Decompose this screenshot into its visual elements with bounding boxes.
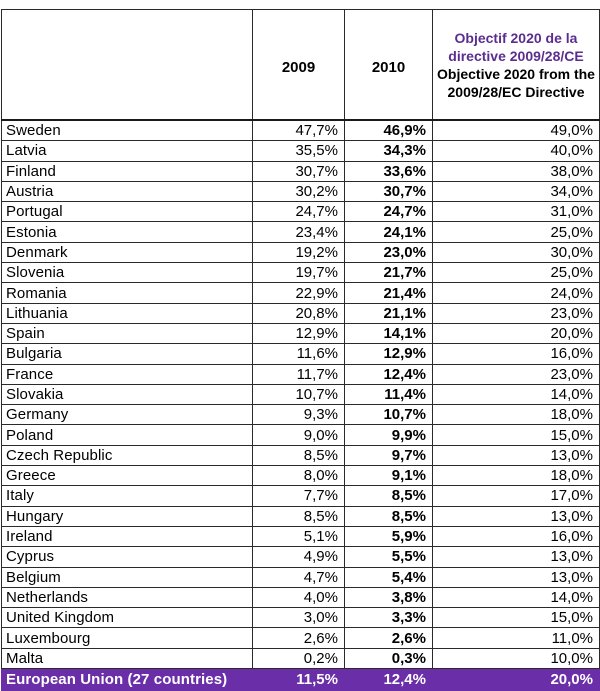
target-2020-cell: 49,0% [433, 120, 600, 141]
country-cell: Malta [2, 648, 253, 668]
value-2010-cell: 30,7% [345, 181, 433, 201]
total-country-cell: European Union (27 countries) [2, 669, 253, 691]
value-2010-cell: 12,9% [345, 344, 433, 364]
table-row [2, 587, 600, 607]
country-cell: Denmark [2, 242, 253, 262]
value-2009-cell: 8,0% [253, 466, 345, 486]
value-2010-cell: 46,9% [345, 120, 433, 141]
header-objective [433, 10, 600, 121]
country-cell: Slovakia [2, 384, 253, 404]
country-cell: Sweden [2, 120, 253, 141]
target-2020-cell: 31,0% [433, 202, 600, 222]
target-2020-cell: 15,0% [433, 608, 600, 628]
country-cell: Hungary [2, 506, 253, 526]
table-row [2, 141, 600, 161]
country-cell: Italy [2, 486, 253, 506]
table-row [2, 344, 600, 364]
value-2010-cell: 12,4% [345, 364, 433, 384]
value-2009-cell: 30,7% [253, 161, 345, 181]
value-2010-cell: 0,3% [345, 648, 433, 668]
value-2009-cell: 30,2% [253, 181, 345, 201]
country-cell: Bulgaria [2, 344, 253, 364]
value-2009-cell: 35,5% [253, 141, 345, 161]
value-2009-cell: 0,2% [253, 648, 345, 668]
table-row [2, 425, 600, 445]
country-cell: Cyprus [2, 547, 253, 567]
value-2010-cell: 34,3% [345, 141, 433, 161]
value-2009-cell: 47,7% [253, 120, 345, 141]
target-2020-cell: 38,0% [433, 161, 600, 181]
target-2020-cell: 13,0% [433, 567, 600, 587]
table-row [2, 526, 600, 546]
target-2020-cell: 20,0% [433, 323, 600, 343]
country-cell: Luxembourg [2, 628, 253, 648]
header-objective-fr: Objectif 2020 de la directive 2009/28/CE [448, 29, 584, 64]
target-2020-cell: 14,0% [433, 587, 600, 607]
value-2010-cell: 21,1% [345, 303, 433, 323]
table-row [2, 323, 600, 343]
header-2010: 2010 [345, 10, 433, 121]
value-2010-cell: 9,7% [345, 445, 433, 465]
total-2009-cell: 11,5% [253, 669, 345, 691]
target-2020-cell: 13,0% [433, 506, 600, 526]
value-2010-cell: 9,1% [345, 466, 433, 486]
target-2020-cell: 16,0% [433, 526, 600, 546]
value-2010-cell: 24,1% [345, 222, 433, 242]
country-cell: Spain [2, 323, 253, 343]
country-cell: Poland [2, 425, 253, 445]
value-2010-cell: 21,4% [345, 283, 433, 303]
value-2010-cell: 10,7% [345, 405, 433, 425]
value-2009-cell: 22,9% [253, 283, 345, 303]
table-row [2, 283, 600, 303]
value-2009-cell: 10,7% [253, 384, 345, 404]
target-2020-cell: 25,0% [433, 222, 600, 242]
target-2020-cell: 23,0% [433, 364, 600, 384]
country-cell: Czech Republic [2, 445, 253, 465]
table-row [2, 445, 600, 465]
target-2020-cell: 18,0% [433, 466, 600, 486]
target-2020-cell: 13,0% [433, 547, 600, 567]
country-cell: Belgium [2, 567, 253, 587]
value-2010-cell: 14,1% [345, 323, 433, 343]
table-row [2, 547, 600, 567]
value-2009-cell: 3,0% [253, 608, 345, 628]
country-cell: Finland [2, 161, 253, 181]
target-2020-cell: 14,0% [433, 384, 600, 404]
value-2010-cell: 24,7% [345, 202, 433, 222]
country-cell: Netherlands [2, 587, 253, 607]
header-2009: 2009 [253, 10, 345, 121]
target-2020-cell: 40,0% [433, 141, 600, 161]
table-row [2, 384, 600, 404]
value-2010-cell: 8,5% [345, 486, 433, 506]
value-2010-cell: 3,3% [345, 608, 433, 628]
value-2009-cell: 11,6% [253, 344, 345, 364]
target-2020-cell: 23,0% [433, 303, 600, 323]
target-2020-cell: 25,0% [433, 263, 600, 283]
target-2020-cell: 11,0% [433, 628, 600, 648]
header-row [2, 10, 600, 121]
value-2009-cell: 8,5% [253, 506, 345, 526]
value-2010-cell: 33,6% [345, 161, 433, 181]
value-2010-cell: 21,7% [345, 263, 433, 283]
table-row [2, 242, 600, 262]
target-2020-cell: 30,0% [433, 242, 600, 262]
table-row [2, 648, 600, 668]
value-2010-cell: 2,6% [345, 628, 433, 648]
table-body [2, 120, 600, 691]
table-row [2, 263, 600, 283]
total-2010-cell: 12,4% [345, 669, 433, 691]
value-2009-cell: 11,7% [253, 364, 345, 384]
value-2009-cell: 20,8% [253, 303, 345, 323]
target-2020-cell: 10,0% [433, 648, 600, 668]
header-country [2, 10, 253, 121]
country-cell: France [2, 364, 253, 384]
value-2009-cell: 9,0% [253, 425, 345, 445]
value-2009-cell: 9,3% [253, 405, 345, 425]
target-2020-cell: 16,0% [433, 344, 600, 364]
value-2010-cell: 5,5% [345, 547, 433, 567]
table-row [2, 120, 600, 141]
table-header [2, 10, 600, 121]
target-2020-cell: 15,0% [433, 425, 600, 445]
table-row [2, 608, 600, 628]
table-row [2, 466, 600, 486]
target-2020-cell: 34,0% [433, 181, 600, 201]
table-row [2, 161, 600, 181]
country-cell: Ireland [2, 526, 253, 546]
value-2009-cell: 4,0% [253, 587, 345, 607]
target-2020-cell: 24,0% [433, 283, 600, 303]
country-cell: Lithuania [2, 303, 253, 323]
value-2010-cell: 5,4% [345, 567, 433, 587]
table-row [2, 222, 600, 242]
value-2009-cell: 4,7% [253, 567, 345, 587]
target-2020-cell: 18,0% [433, 405, 600, 425]
value-2010-cell: 5,9% [345, 526, 433, 546]
header-objective-en: Objective 2020 from the 2009/28/EC Directive [437, 65, 595, 100]
country-cell: Greece [2, 466, 253, 486]
value-2010-cell: 3,8% [345, 587, 433, 607]
country-cell: Estonia [2, 222, 253, 242]
table-row [2, 303, 600, 323]
country-cell: Austria [2, 181, 253, 201]
value-2009-cell: 24,7% [253, 202, 345, 222]
target-2020-cell: 13,0% [433, 445, 600, 465]
country-cell: Slovenia [2, 263, 253, 283]
value-2009-cell: 23,4% [253, 222, 345, 242]
country-cell: Germany [2, 405, 253, 425]
table-row [2, 628, 600, 648]
table-row [2, 405, 600, 425]
value-2009-cell: 7,7% [253, 486, 345, 506]
country-cell: United Kingdom [2, 608, 253, 628]
table-row [2, 506, 600, 526]
value-2009-cell: 19,7% [253, 263, 345, 283]
table-row [2, 364, 600, 384]
value-2009-cell: 5,1% [253, 526, 345, 546]
table-row [2, 567, 600, 587]
total-target-cell: 20,0% [433, 669, 600, 691]
table-row [2, 486, 600, 506]
country-cell: Romania [2, 283, 253, 303]
value-2010-cell: 8,5% [345, 506, 433, 526]
value-2009-cell: 8,5% [253, 445, 345, 465]
renewable-energy-table [1, 9, 600, 691]
total-row [2, 669, 600, 691]
value-2010-cell: 23,0% [345, 242, 433, 262]
value-2009-cell: 2,6% [253, 628, 345, 648]
table-row [2, 202, 600, 222]
country-cell: Latvia [2, 141, 253, 161]
target-2020-cell: 17,0% [433, 486, 600, 506]
value-2009-cell: 12,9% [253, 323, 345, 343]
country-cell: Portugal [2, 202, 253, 222]
value-2009-cell: 19,2% [253, 242, 345, 262]
table-row [2, 181, 600, 201]
value-2010-cell: 9,9% [345, 425, 433, 445]
value-2010-cell: 11,4% [345, 384, 433, 404]
value-2009-cell: 4,9% [253, 547, 345, 567]
